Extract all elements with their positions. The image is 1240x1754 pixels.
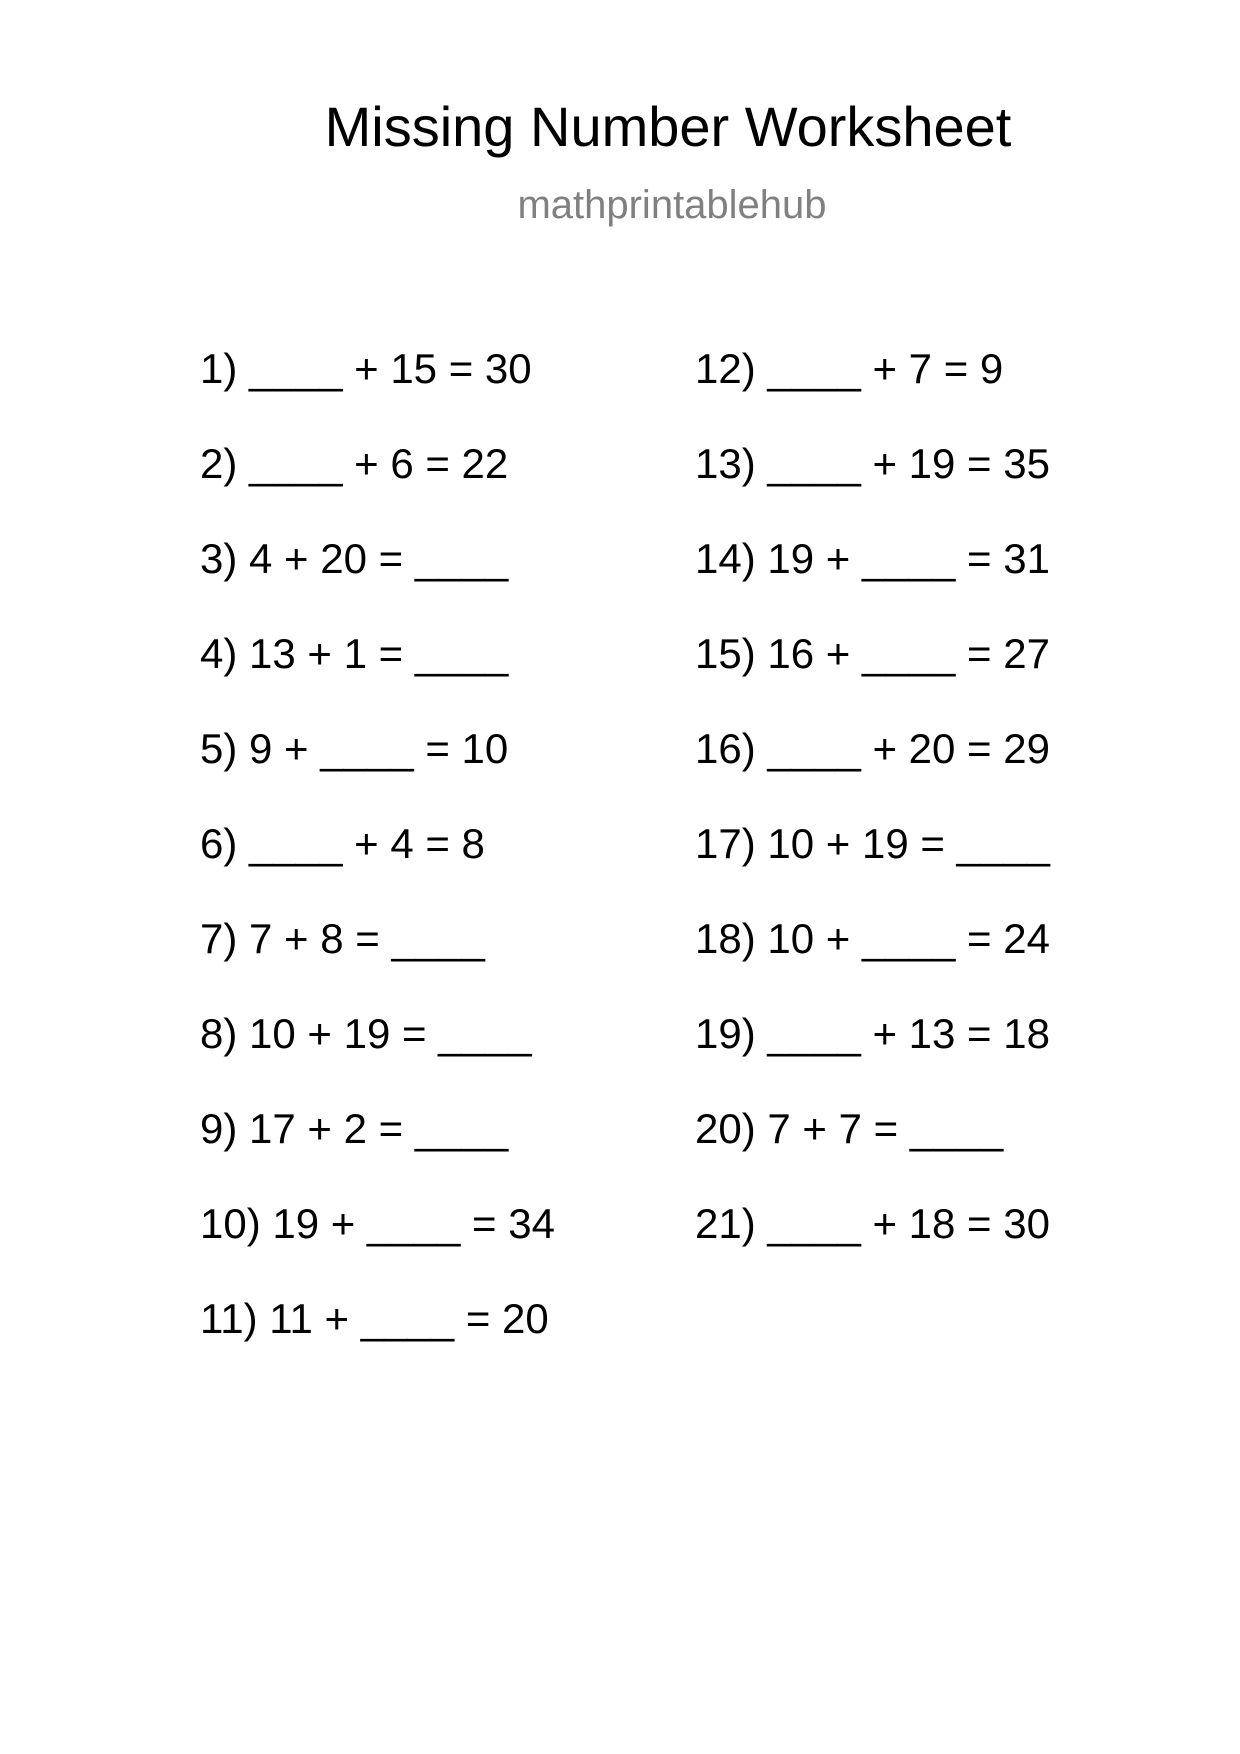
problem-item: 18) 10 + ____ = 24 [695,915,1050,962]
problem-item: 21) ____ + 18 = 30 [695,1200,1050,1247]
problem-item: 7) 7 + 8 = ____ [200,915,485,962]
problems-column-right [695,345,1050,1295]
problem-item: 1) ____ + 15 = 30 [200,345,532,392]
problem-item: 17) 10 + 19 = ____ [695,820,1050,867]
problem-item: 19) ____ + 13 = 18 [695,1010,1050,1057]
problem-item: 10) 19 + ____ = 34 [200,1200,555,1247]
problems-column-left [200,345,555,1390]
problem-item: 2) ____ + 6 = 22 [200,440,509,487]
problem-item: 3) 4 + 20 = ____ [200,535,509,582]
problem-item: 13) ____ + 19 = 35 [695,440,1050,487]
problem-item: 16) ____ + 20 = 29 [695,725,1050,772]
problem-item: 20) 7 + 7 = ____ [695,1105,1004,1152]
problem-item: 6) ____ + 4 = 8 [200,820,485,867]
problem-item: 11) 11 + ____ = 20 [200,1295,549,1342]
problem-item: 12) ____ + 7 = 9 [695,345,1004,392]
problem-item: 5) 9 + ____ = 10 [200,725,509,772]
problem-item: 9) 17 + 2 = ____ [200,1105,509,1152]
worksheet-title: Missing Number Worksheet [324,95,1012,158]
problem-item: 15) 16 + ____ = 27 [695,630,1050,677]
problem-item: 8) 10 + 19 = ____ [200,1010,532,1057]
worksheet-subtitle: mathprintablehub [517,183,827,227]
problem-item: 4) 13 + 1 = ____ [200,630,509,677]
problem-item: 14) 19 + ____ = 31 [695,535,1050,582]
